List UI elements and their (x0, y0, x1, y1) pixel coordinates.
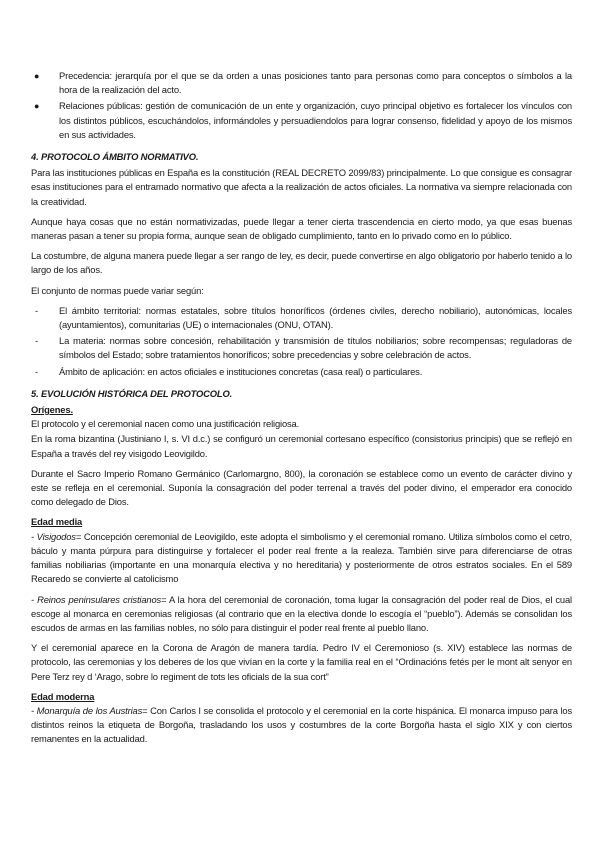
bullet-text-relaciones-publicas: Relaciones públicas: gestión de comunicación de un ente y organización, cuyo principal objetivo es fortalecer los vínculos con los distintos públicos, escuchándolos, informándoles y persuadiendolos para lograr consenso, fidelidad y apoyo de los mismos en sus actividades. (59, 100, 572, 140)
section-4-paragraph: La costumbre, de alguna manera puede llegar a ser rango de ley, es decir, puede convertirse en algo obligatorio por haberlo tenido a lo largo de los años. (31, 250, 572, 276)
origins-heading: Orígenes. (31, 404, 73, 416)
origins-paragraph: Durante el Sacro Imperio Romano Germánico (Carlomargno, 800), la coronación se establece como un evento de carácter divino y este se refleja en el ceremonial. Suponía la consagración del poder terrenal a través del poder divino, el emperador era conocido como delegado de Dios. (31, 467, 572, 508)
reinos-text: = A la hora del ceremonial de coronación, toma lugar la consagración del poder real de Dios, el cual escoge al monarca en ceremonias religiosas (al contrario que en la electiva donde lo escogía el “pueblo”). Además se consolidan los escudos de armas en las familias nobles, no sólo para distinguir el poder real frente al pueblo llano. (31, 593, 572, 633)
list-item (31, 69, 572, 97)
visigodos-paragraph (31, 530, 572, 587)
section-4-paragraph: El conjunto de normas puede variar según: (31, 284, 204, 296)
normas-list (31, 304, 572, 379)
middle-ages-heading: Edad media (31, 516, 83, 528)
section-4-heading: 4. PROTOCOLO ÁMBITO NORMATIVO. (31, 151, 199, 163)
reinos-label: - Reinos peninsulares cristianos (31, 593, 162, 605)
document-body (31, 69, 572, 753)
austrias-text: = Con Carlos I se consolida el protocolo y el ceremonial en la corte hispánica. El monarca impuso para los distintos reinos la etiqueta de Borgoña, trasladando los usos y costumbres de la corte Borgoña hasta el siglo XIX y con ciertos remanentes en la actualidad. (31, 704, 573, 745)
visigodos-label: - Visigodos (31, 530, 76, 542)
list-item (31, 304, 572, 332)
section-4-paragraph: Para las instituciones públicas en España es la constitución (REAL DECRETO 2099/83) principalmente. Lo que consigue es consagrar esas instituciones para el entramado normativo que afecta a la realización de actos oficiales. La normativa va siempre relacionada con la creatividad. (31, 167, 572, 207)
bullet-icon: ● (34, 101, 40, 112)
dash-mark: - (35, 335, 38, 347)
origins-paragraph: El protocolo y el ceremonial nacen como una justificación religiosa. (31, 418, 300, 430)
reinos-paragraph (31, 593, 572, 636)
bullet-text-precedencia: Precedencia: jerarquía por el que se da orden a unas posiciones tanto para personas como para conceptos o símbolos a la hora de la realización del acto. (59, 70, 572, 96)
visigodos-text: = Concepción ceremonial de Leovigildo, este adopta el simbolismo y el ceremonial romano. Utiliza símbolos como el cetro, báculo y manta púrpura para distinguirse y fortalecer el poder real frente a la realeza. También sirve para diferenciarse de otras familias nobiliarias (importante en una monarquía electiva y no hereditaria) y posteriormente de otros estratos sociales. En el 589 Recaredo se convierte al catolicismo (31, 530, 572, 585)
origins-paragraph: En la roma bizantina (Justiniano I, s. VI d.c.) se configuró un ceremonial cortesano específico (consistorius principis) que se reflejó en España a través del rey visigodo Leovigildo. (31, 433, 572, 459)
austrias-label: - Monarquía de los Austrias (31, 704, 143, 716)
aragon-paragraph: Y el ceremonial aparece en la Corona de Aragón de manera tardía. Pedro IV el Ceremonioso (s. XIV) establece las normas de protocolo, las ceremonias y los deberes de los que vivían en la corte y la familia real en el “Ordinacións fetés per le mont alt senyor en Pere Terz rey d ‘Arago, sobre lo regiment de tots les oficials de la sua cort” (31, 642, 572, 682)
section-5-heading: 5. EVOLUCIÓN HISTÓRICA DEL PROTOCOLO. (31, 387, 233, 399)
section-4-paragraph: Aunque haya cosas que no están normativizadas, puede llegar a tener cierta trascendencia en cierto modo, ya que esas buenas maneras pasan a tener su propia forma, aunque sean de obligado cumplimiento, tanto en lo privado como en lo público. (31, 215, 572, 242)
bullet-icon: ● (34, 71, 40, 81)
intro-bullet-list (31, 69, 572, 142)
dash-mark: - (35, 365, 38, 377)
list-item (31, 99, 572, 142)
list-item (31, 334, 572, 362)
list-item (31, 365, 572, 379)
modern-age-heading: Edad moderna (31, 690, 95, 702)
normas-item-materia: La materia: normas sobre concesión, rehabilitación y transmisión de títulos nobiliarios; sobre recompensas; reguladoras de símbolos del Estado; sobre tratamientos honoríficos; sobre precedencias y sobre celebración de actos. (59, 335, 572, 361)
normas-item-aplicacion: Ámbito de aplicación: en actos oficiales e instituciones concretas (casa real) o particulares. (59, 365, 423, 377)
dash-mark: - (35, 304, 38, 316)
austrias-paragraph (31, 704, 572, 747)
normas-item-territorial: El ámbito territorial: normas estatales, sobre títulos honoríficos (órdenes civiles, derecho nobiliario), autonómicas, locales (ayuntamientos), comunitarias (UE) o internacionales (ONU, OTAN). (59, 304, 572, 331)
